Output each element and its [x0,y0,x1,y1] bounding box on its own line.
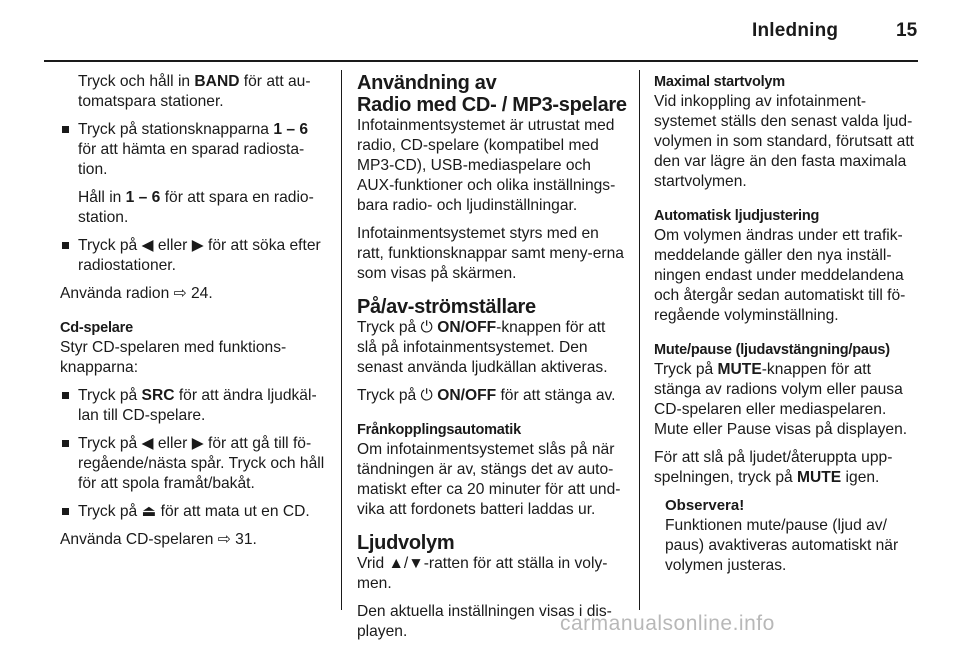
bullet-track [60,434,330,494]
page-reference-icon: ⇨ [173,285,187,302]
text: Tryck på [654,361,718,378]
mute-key: MUTE [717,361,762,378]
bullet-src [60,386,330,426]
text: Tryck på [78,503,142,520]
note-text: Funktionen mute/pause (ljud av/ paus) avaktiveras automatiskt när volymen justeras. [665,517,899,574]
text: Tryck på [78,435,142,452]
text: eller [153,435,192,452]
text: / [403,555,409,572]
column-2 [357,72,627,650]
text: för att stänga av. [496,387,616,404]
text: -ratten för att ställa in voly-men. [357,555,608,592]
text: -knappen för att slå på infotainmentsystemet. Den senast använda ljudkällan aktiveras. [357,319,608,376]
text: för att au-tomatspara stationer. [78,73,311,110]
paragraph-cd-intro: Styr CD-spelaren med funktions-knapparna: [60,339,287,376]
column-3 [654,72,922,584]
text: Använda radion [60,285,174,302]
note-box [654,496,922,576]
mute-key: MUTE [797,469,842,486]
text: -knappen för att stänga av radions volym eller pausa CD-spelaren eller mediaspelaren. Mute eller Pause visas på displayen. [654,361,908,438]
text: för att ändra ljudkäl-lan till CD-spelare. [78,387,317,424]
src-key: SRC [141,387,175,404]
paragraph-hold [60,188,330,228]
bullet-search [60,236,330,276]
left-arrow-icon: ◀ [141,435,154,452]
paragraph-unmute [654,448,922,488]
column-divider-2 [639,70,640,610]
bullet-station-buttons [60,120,330,180]
paragraph-controls: Infotainmentsystemet styrs med en ratt, funktionsknappar samt meny-erna som visas på skärmen. [357,225,624,282]
text: för att gå till fö-regående/nästa spår. Tryck och håll för att spola framåt/bakåt. [78,435,325,492]
text: igen. [841,469,880,486]
column-1 [60,72,330,558]
text: Vrid [357,555,389,572]
heading-auto-adjust: Automatisk ljudjustering [654,208,820,224]
text: Håll in [78,189,126,206]
text: För att slå på ljudet/återuppta upp-spelningen, tryck på [654,449,893,486]
text: för att spara en radio-station. [78,189,314,226]
page-header-title: Inledning [752,20,839,41]
up-triangle-icon: ▲ [388,555,404,572]
text: Använda CD-spelaren [60,531,218,548]
text: Tryck på [78,387,142,404]
paragraph-max-start-volume: Vid inkoppling av infotainment-systemet ställs den senast valda ljud-volymen in som standard, förutsatt att den var lägre än den fasta maximala startvolymen. [654,93,915,190]
paragraph-volume-knob [357,554,627,594]
on-off-key: ON/OFF [432,387,497,404]
bullet-eject [60,502,330,522]
text: Tryck på [78,237,142,254]
power-icon: ⏻ [420,387,433,404]
note-title: Observera! [665,497,745,514]
page-reference-icon: ⇨ [217,531,231,548]
text: Tryck på [357,387,421,404]
heading-auto-off: Frånkopplingsautomatik [357,422,521,438]
heading-usage-line1: Användning av [357,72,497,94]
down-triangle-icon: ▼ [408,555,424,572]
paragraph-system-intro: Infotainmentsystemet är utrustat med radio, CD-spelare (kompatibel med MP3-CD), USB-mediaspelare och AUX-funktioner och olika inställnings-bara radio- och ljudinställningar. [357,117,616,214]
key-1-6: 1 – 6 [273,121,308,138]
heading-mute-pause: Mute/pause (ljudavstängning/paus) [654,342,890,358]
text: Tryck på stationsknapparna [78,121,274,138]
paragraph-band [60,72,330,112]
text: för att söka efter radiostationer. [78,237,321,274]
heading-usage-line2: Radio med CD- / MP3-spelare [357,94,627,116]
reference-cd [60,530,330,550]
watermark: carmanualsonline.info [560,612,775,635]
text: Tryck på [357,319,421,336]
right-arrow-icon: ▶ [191,237,204,254]
header-divider [44,60,918,62]
paragraph-auto-off: Om infotainmentsystemet slås på när tändningen är av, stängs det av auto-matiskt efter ca 20 minuter för att und-vika att fordonets batteri laddas ur. [357,441,621,518]
text: 31. [230,531,257,548]
reference-radio [60,284,330,304]
power-icon: ⏻ [420,319,433,336]
paragraph-power-off [357,386,627,406]
heading-volume: Ljudvolym [357,532,455,554]
heading-power-switch: På/av-strömställare [357,296,536,318]
text: för att hämta en sparad radiosta-tion. [78,141,305,178]
right-arrow-icon: ▶ [191,435,204,452]
paragraph-volume-display: Den aktuella inställningen visas i dis-playen. [357,603,612,640]
eject-icon: ⏏ [141,503,157,520]
band-key: BAND [194,73,240,90]
heading-max-start-volume: Maximal startvolym [654,74,785,90]
heading-cd-player: Cd-spelare [60,320,133,336]
text: 24. [186,285,213,302]
paragraph-auto-adjust: Om volymen ändras under ett trafik-meddelande gäller den nya inställ-ningen endast under meddelandena och återgår sedan automatiskt till fö-regående volyminställning. [654,227,906,324]
text: för att mata ut en CD. [156,503,310,520]
text: Tryck och håll in [78,73,195,90]
left-arrow-icon: ◀ [141,237,154,254]
key-1-6: 1 – 6 [125,189,161,206]
on-off-key: ON/OFF [432,319,497,336]
text: eller [153,237,192,254]
column-divider-1 [341,70,342,610]
page-number: 15 [896,20,918,41]
paragraph-mute [654,360,922,440]
paragraph-power-on [357,318,627,378]
